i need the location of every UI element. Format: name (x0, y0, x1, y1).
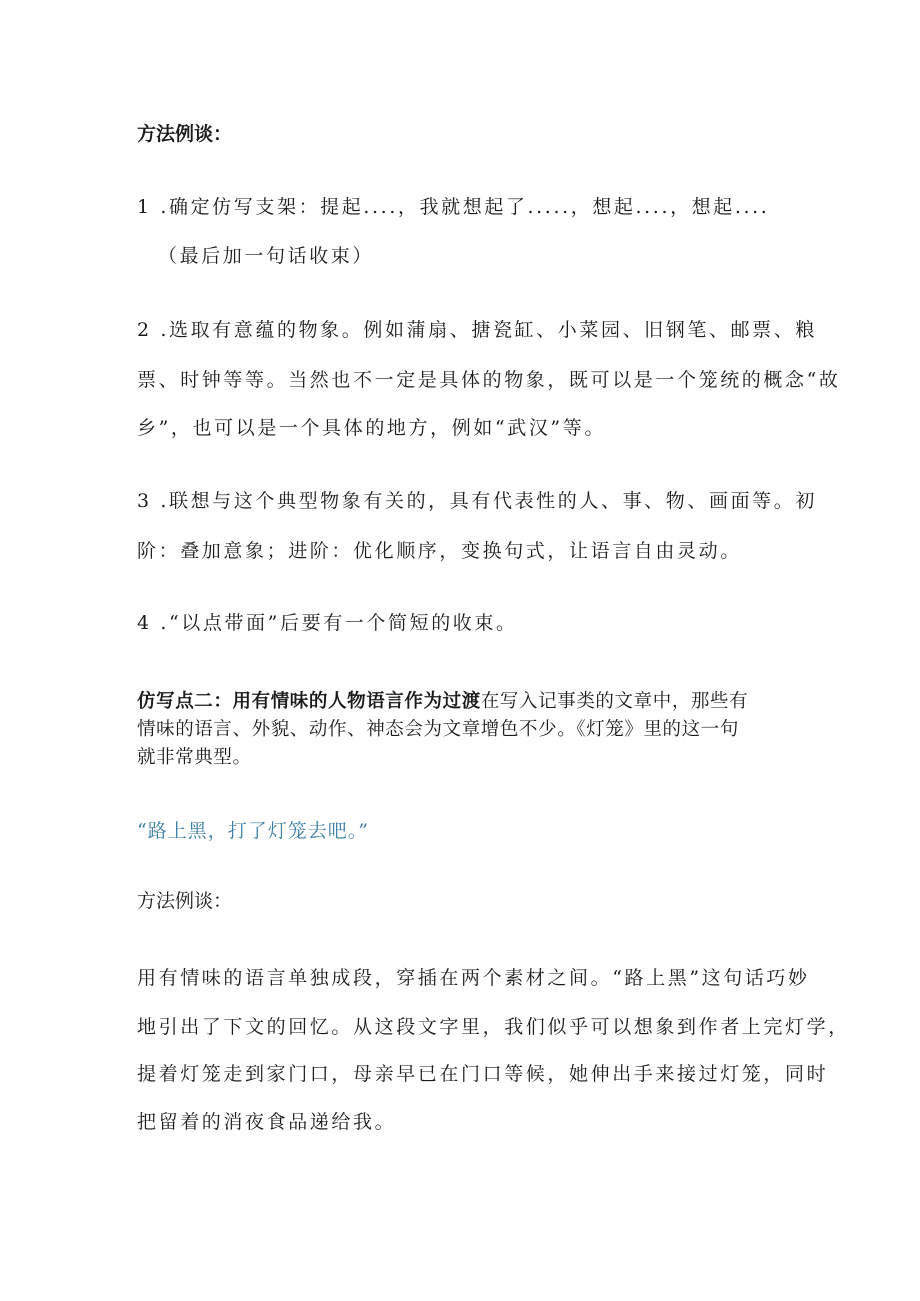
item-2-line-1: 2 .选取有意蕴的物象。例如蒲扇、搪瓷缸、小菜园、旧钢笔、邮票、粮 (137, 319, 817, 341)
item-2-line-2: 票、时钟等等。当然也不一定是具体的物象，既可以是一个笼统的概念“故 (137, 369, 841, 391)
item-4-line-1: 4 .“以点带面”后要有一个简短的收束。 (137, 612, 518, 634)
point-2-line-1-rest: 在写入记事类的文章中，那些有 (480, 691, 749, 712)
paragraph-line-1: 用有情味的语言单独成段，穿插在两个素材之间。“路上黑”这句话巧妙 (137, 967, 810, 989)
item-3-line-2: 阶：叠加意象；进阶：优化顺序，变换句式，让语言自由灵动。 (137, 540, 742, 562)
method-heading-1: 方法例谈： (137, 123, 233, 145)
item-3-line-1: 3 .联想与这个典型物象有关的，具有代表性的人、事、物、画面等。初 (137, 490, 817, 512)
item-2-line-3: 乡”，也可以是一个具体的地方，例如“武汉”等。 (137, 417, 606, 439)
paragraph-line-3: 提着灯笼走到家门口，母亲早已在门口等候，她伸出手来接过灯笼，同时 (137, 1063, 829, 1085)
paragraph-line-4: 把留着的消夜食品递给我。 (137, 1111, 397, 1133)
point-2-line-1 (137, 688, 748, 715)
method-heading-2: 方法例谈： (137, 890, 233, 912)
quote-line: “路上黑，打了灯笼去吧。” (137, 820, 369, 842)
point-2-line-3: 就非常典型。 (137, 747, 252, 768)
paragraph-line-2: 地引出了下文的回忆。从这段文字里，我们似乎可以想象到作者上完灯学， (137, 1016, 850, 1038)
point-2-line-2: 情味的语言、外貌、动作、神态会为文章增色不少。《灯笼》里的这一句 (137, 719, 739, 740)
item-1-line-2: （最后加一句话收束） (158, 245, 375, 267)
item-1-line-1: 1 .确定仿写支架：提起....，我就想起了.....，想起....，想起.... (137, 196, 770, 218)
point-2-title: 仿写点二：用有情味的人物语言作为过渡 (137, 691, 481, 712)
